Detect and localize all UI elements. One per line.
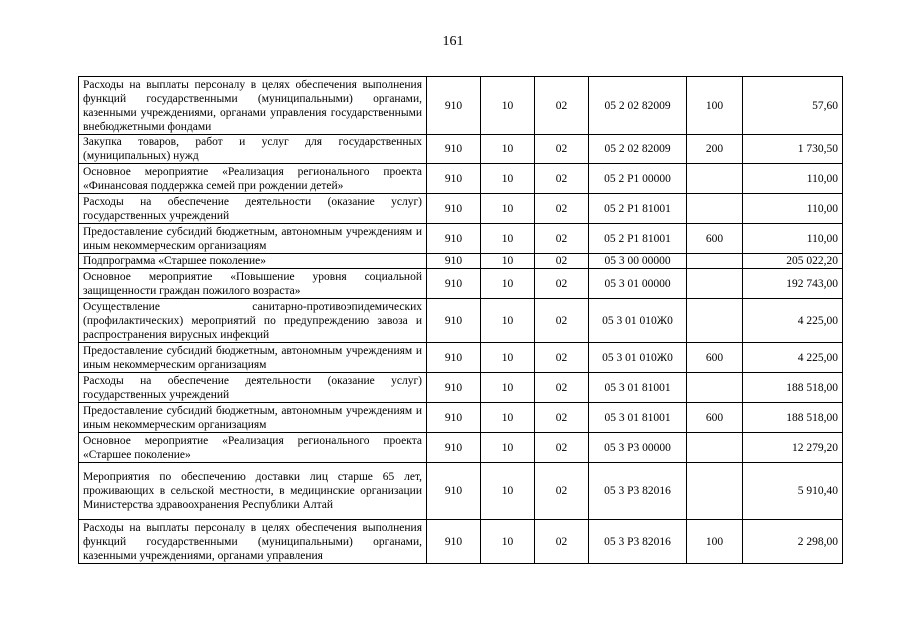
- target-article-code: 05 2 02 82009: [589, 77, 687, 135]
- budget-table: [78, 76, 843, 564]
- section-code: 10: [481, 299, 535, 343]
- ministry-code: 910: [427, 520, 481, 564]
- ministry-code: 910: [427, 373, 481, 403]
- section-code: 10: [481, 254, 535, 269]
- row-description: Осуществление санитарно-противоэпидемических (профилактических) мероприятий по предупреждению завоза и распространения вирусных инфекций: [79, 299, 427, 343]
- expense-type-code: [687, 373, 743, 403]
- target-article-code: 05 2 P1 81001: [589, 224, 687, 254]
- table-row: [79, 194, 843, 224]
- row-description: Подпрограмма «Старшее поколение»: [79, 254, 427, 269]
- ministry-code: 910: [427, 254, 481, 269]
- table-row: [79, 373, 843, 403]
- section-code: 10: [481, 194, 535, 224]
- expense-type-code: [687, 299, 743, 343]
- target-article-code: 05 3 01 81001: [589, 403, 687, 433]
- table-row: [79, 433, 843, 463]
- table-row: [79, 463, 843, 520]
- expense-type-code: 600: [687, 403, 743, 433]
- section-code: 10: [481, 269, 535, 299]
- ministry-code: 910: [427, 194, 481, 224]
- target-article-code: 05 3 P3 82016: [589, 463, 687, 520]
- amount-value: 188 518,00: [743, 373, 843, 403]
- row-description: Основное мероприятие «Реализация регионального проекта «Финансовая поддержка семей при рождении детей»: [79, 164, 427, 194]
- amount-value: 12 279,20: [743, 433, 843, 463]
- amount-value: 2 298,00: [743, 520, 843, 564]
- row-description: Расходы на выплаты персоналу в целях обеспечения выполнения функций государственными (муниципальными) органами, казенными учреждениями, органами управления: [79, 520, 427, 564]
- ministry-code: 910: [427, 299, 481, 343]
- subsection-code: 02: [535, 403, 589, 433]
- section-code: 10: [481, 224, 535, 254]
- subsection-code: 02: [535, 254, 589, 269]
- section-code: 10: [481, 463, 535, 520]
- expense-type-code: [687, 463, 743, 520]
- table-row: [79, 77, 843, 135]
- section-code: 10: [481, 135, 535, 164]
- subsection-code: 02: [535, 164, 589, 194]
- expense-type-code: [687, 269, 743, 299]
- target-article-code: 05 3 P3 00000: [589, 433, 687, 463]
- row-description: Расходы на выплаты персоналу в целях обеспечения выполнения функций государственными (муниципальными) органами, казенными учреждениями, органами управления государственными внебюджетными фондами: [79, 77, 427, 135]
- section-code: 10: [481, 77, 535, 135]
- target-article-code: 05 3 01 010Ж0: [589, 299, 687, 343]
- row-description: Предоставление субсидий бюджетным, автономным учреждениям и иным некоммерческим организациям: [79, 343, 427, 373]
- subsection-code: 02: [535, 135, 589, 164]
- subsection-code: 02: [535, 373, 589, 403]
- row-description: Основное мероприятие «Реализация регионального проекта «Старшее поколение»: [79, 433, 427, 463]
- table-row: [79, 403, 843, 433]
- subsection-code: 02: [535, 299, 589, 343]
- subsection-code: 02: [535, 463, 589, 520]
- subsection-code: 02: [535, 433, 589, 463]
- target-article-code: 05 2 P1 81001: [589, 194, 687, 224]
- table-row: [79, 254, 843, 269]
- row-description: Расходы на обеспечение деятельности (оказание услуг) государственных учреждений: [79, 373, 427, 403]
- expense-type-code: 200: [687, 135, 743, 164]
- target-article-code: 05 2 02 82009: [589, 135, 687, 164]
- target-article-code: 05 3 01 81001: [589, 373, 687, 403]
- section-code: 10: [481, 520, 535, 564]
- subsection-code: 02: [535, 77, 589, 135]
- ministry-code: 910: [427, 433, 481, 463]
- expense-type-code: [687, 194, 743, 224]
- row-description: Предоставление субсидий бюджетным, автономным учреждениям и иным некоммерческим организациям: [79, 403, 427, 433]
- ministry-code: 910: [427, 463, 481, 520]
- amount-value: 188 518,00: [743, 403, 843, 433]
- amount-value: 110,00: [743, 224, 843, 254]
- amount-value: 5 910,40: [743, 463, 843, 520]
- row-description: Мероприятия по обеспечению доставки лиц старше 65 лет, проживающих в сельской местности, в медицинские организации Министерства здравоохранения Республики Алтай: [79, 463, 427, 520]
- table-row: [79, 164, 843, 194]
- row-description: Предоставление субсидий бюджетным, автономным учреждениям и иным некоммерческим организациям: [79, 224, 427, 254]
- table-row: [79, 135, 843, 164]
- table-row: [79, 224, 843, 254]
- ministry-code: 910: [427, 164, 481, 194]
- subsection-code: 02: [535, 520, 589, 564]
- expense-type-code: 600: [687, 343, 743, 373]
- section-code: 10: [481, 373, 535, 403]
- subsection-code: 02: [535, 194, 589, 224]
- expense-type-code: 600: [687, 224, 743, 254]
- ministry-code: 910: [427, 343, 481, 373]
- subsection-code: 02: [535, 269, 589, 299]
- section-code: 10: [481, 433, 535, 463]
- ministry-code: 910: [427, 269, 481, 299]
- subsection-code: 02: [535, 343, 589, 373]
- row-description: Расходы на обеспечение деятельности (оказание услуг) государственных учреждений: [79, 194, 427, 224]
- expense-type-code: [687, 433, 743, 463]
- amount-value: 110,00: [743, 164, 843, 194]
- expense-type-code: 100: [687, 520, 743, 564]
- section-code: 10: [481, 343, 535, 373]
- ministry-code: 910: [427, 135, 481, 164]
- amount-value: 1 730,50: [743, 135, 843, 164]
- subsection-code: 02: [535, 224, 589, 254]
- ministry-code: 910: [427, 403, 481, 433]
- table-row: [79, 520, 843, 564]
- ministry-code: 910: [427, 77, 481, 135]
- section-code: 10: [481, 164, 535, 194]
- target-article-code: 05 2 P1 00000: [589, 164, 687, 194]
- amount-value: 110,00: [743, 194, 843, 224]
- table-body: [79, 77, 843, 564]
- table-row: [79, 299, 843, 343]
- ministry-code: 910: [427, 224, 481, 254]
- expense-type-code: 100: [687, 77, 743, 135]
- target-article-code: 05 3 01 010Ж0: [589, 343, 687, 373]
- row-description: Закупка товаров, работ и услуг для государственных (муниципальных) нужд: [79, 135, 427, 164]
- row-description: Основное мероприятие «Повышение уровня социальной защищенности граждан пожилого возраста»: [79, 269, 427, 299]
- target-article-code: 05 3 P3 82016: [589, 520, 687, 564]
- amount-value: 192 743,00: [743, 269, 843, 299]
- amount-value: 4 225,00: [743, 343, 843, 373]
- section-code: 10: [481, 403, 535, 433]
- amount-value: 57,60: [743, 77, 843, 135]
- table-row: [79, 343, 843, 373]
- table-row: [79, 269, 843, 299]
- target-article-code: 05 3 01 00000: [589, 269, 687, 299]
- expense-type-code: [687, 254, 743, 269]
- page-number: 161: [442, 34, 464, 49]
- amount-value: 4 225,00: [743, 299, 843, 343]
- amount-value: 205 022,20: [743, 254, 843, 269]
- target-article-code: 05 3 00 00000: [589, 254, 687, 269]
- expense-type-code: [687, 164, 743, 194]
